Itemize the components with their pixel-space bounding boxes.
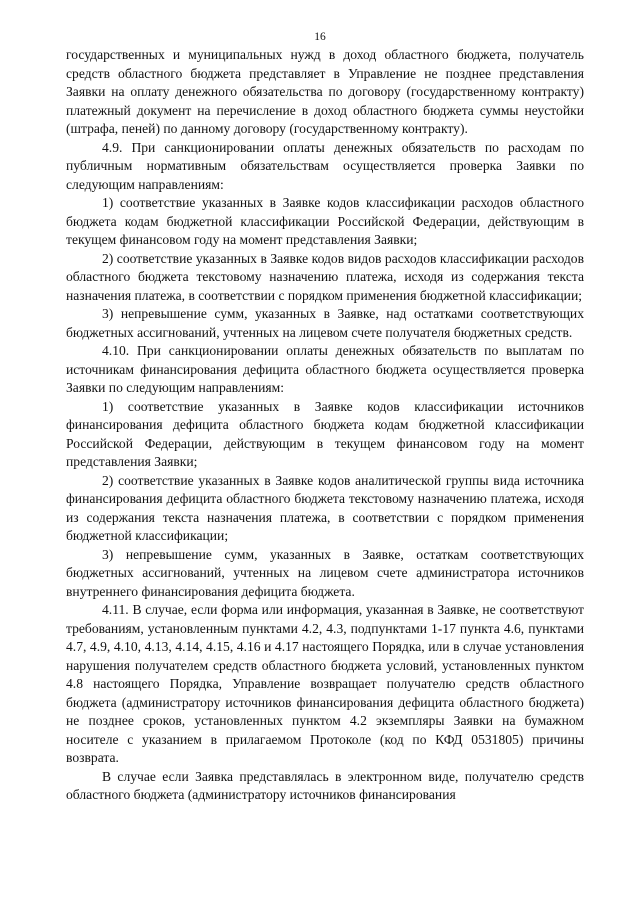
document-body	[66, 46, 584, 805]
paragraph-electronic-case: В случае если Заявка представлялась в электронном виде, получателю средств областного бюджета (администратору источников финансирования	[66, 768, 584, 802]
page-number: 16	[314, 31, 326, 43]
paragraph-4-10-item-2: 2) соответствие указанных в Заявке кодов аналитической группы вида источника финансирования дефицита областного бюджета текстовому назначению платежа, исходя из содержания текста назначения платежа, в соответствии с порядком применения бюджетной классификации;	[66, 472, 584, 543]
paragraph-continuation: государственных и муниципальных нужд в доход областного бюджета, получатель средств областного бюджета представляет в Управление не позднее представления Заявки на оплату денежного обязательства по договору (государственному контракту) платежный документ на перечисление в доход областного бюджета суммы неустойки (штрафа, пеней) по данному договору (государственному контракту).	[66, 47, 584, 136]
paragraph-4-10: 4.10. При санкционировании оплаты денежных обязательств по выплатам по источникам финансирования дефицита областного бюджета осуществляется проверка Заявки по следующим направлениям:	[66, 343, 584, 395]
paragraph-4-10-item-1: 1) соответствие указанных в Заявке кодов классификации источников финансирования дефицита областного бюджета кодам бюджетной классификации Российской Федерации, действующим в текущем финансовом году на момент представления Заявки;	[66, 398, 584, 469]
paragraph-4-10-item-3: 3) непревышение сумм, указанных в Заявке, остаткам соответствующих бюджетных ассигнований, учтенных на лицевом счете администратора источников внутреннего финансирования дефицита бюджета.	[66, 546, 584, 599]
paragraph-4-9-item-2: 2) соответствие указанных в Заявке кодов видов расходов классификации расходов областного бюджета текстовому назначению платежа, исходя из содержания текста назначения платежа, в соответствии с порядком применения бюджетной классификации;	[66, 250, 584, 303]
paragraph-4-9-item-3: 3) непревышение сумм, указанных в Заявке, над остатками соответствующих бюджетных ассигнований, учтенных на лицевом счете получателя бюджетных средств.	[66, 306, 584, 340]
paragraph-4-9-item-1: 1) соответствие указанных в Заявке кодов классификации расходов областного бюджета кодам бюджетной классификации Российской Федерации, действующим в текущем финансовом году на момент представления Заявки;	[66, 195, 584, 247]
paragraph-4-9: 4.9. При санкционировании оплаты денежных обязательств по расходам по публичным нормативным обязательствам осуществляется проверка Заявки по следующим направлениям:	[66, 139, 584, 192]
paragraph-4-11: 4.11. В случае, если форма или информация, указанная в Заявке, не соответствуют требованиям, установленным пунктами 4.2, 4.3, подпунктами 1-17 пункта 4.6, пунктами 4.7, 4.9, 4.10, 4.13, 4.14, 4.15, 4.16 и 4.17 настоящего Порядка, или в случае установления нарушения получателем средств областного бюджета условий, установленных пунктом 4.8 настоящего Порядка, Управление возвращает получателю средств областного бюджета (администратору источников финансирования дефицита областного бюджета) не позднее сроков, установленных пунктом 4.2 экземпляры Заявки на бумажном носителе с указанием в прилагаемом Протоколе (код по КФД 0531805) причины возврата.	[66, 602, 584, 765]
